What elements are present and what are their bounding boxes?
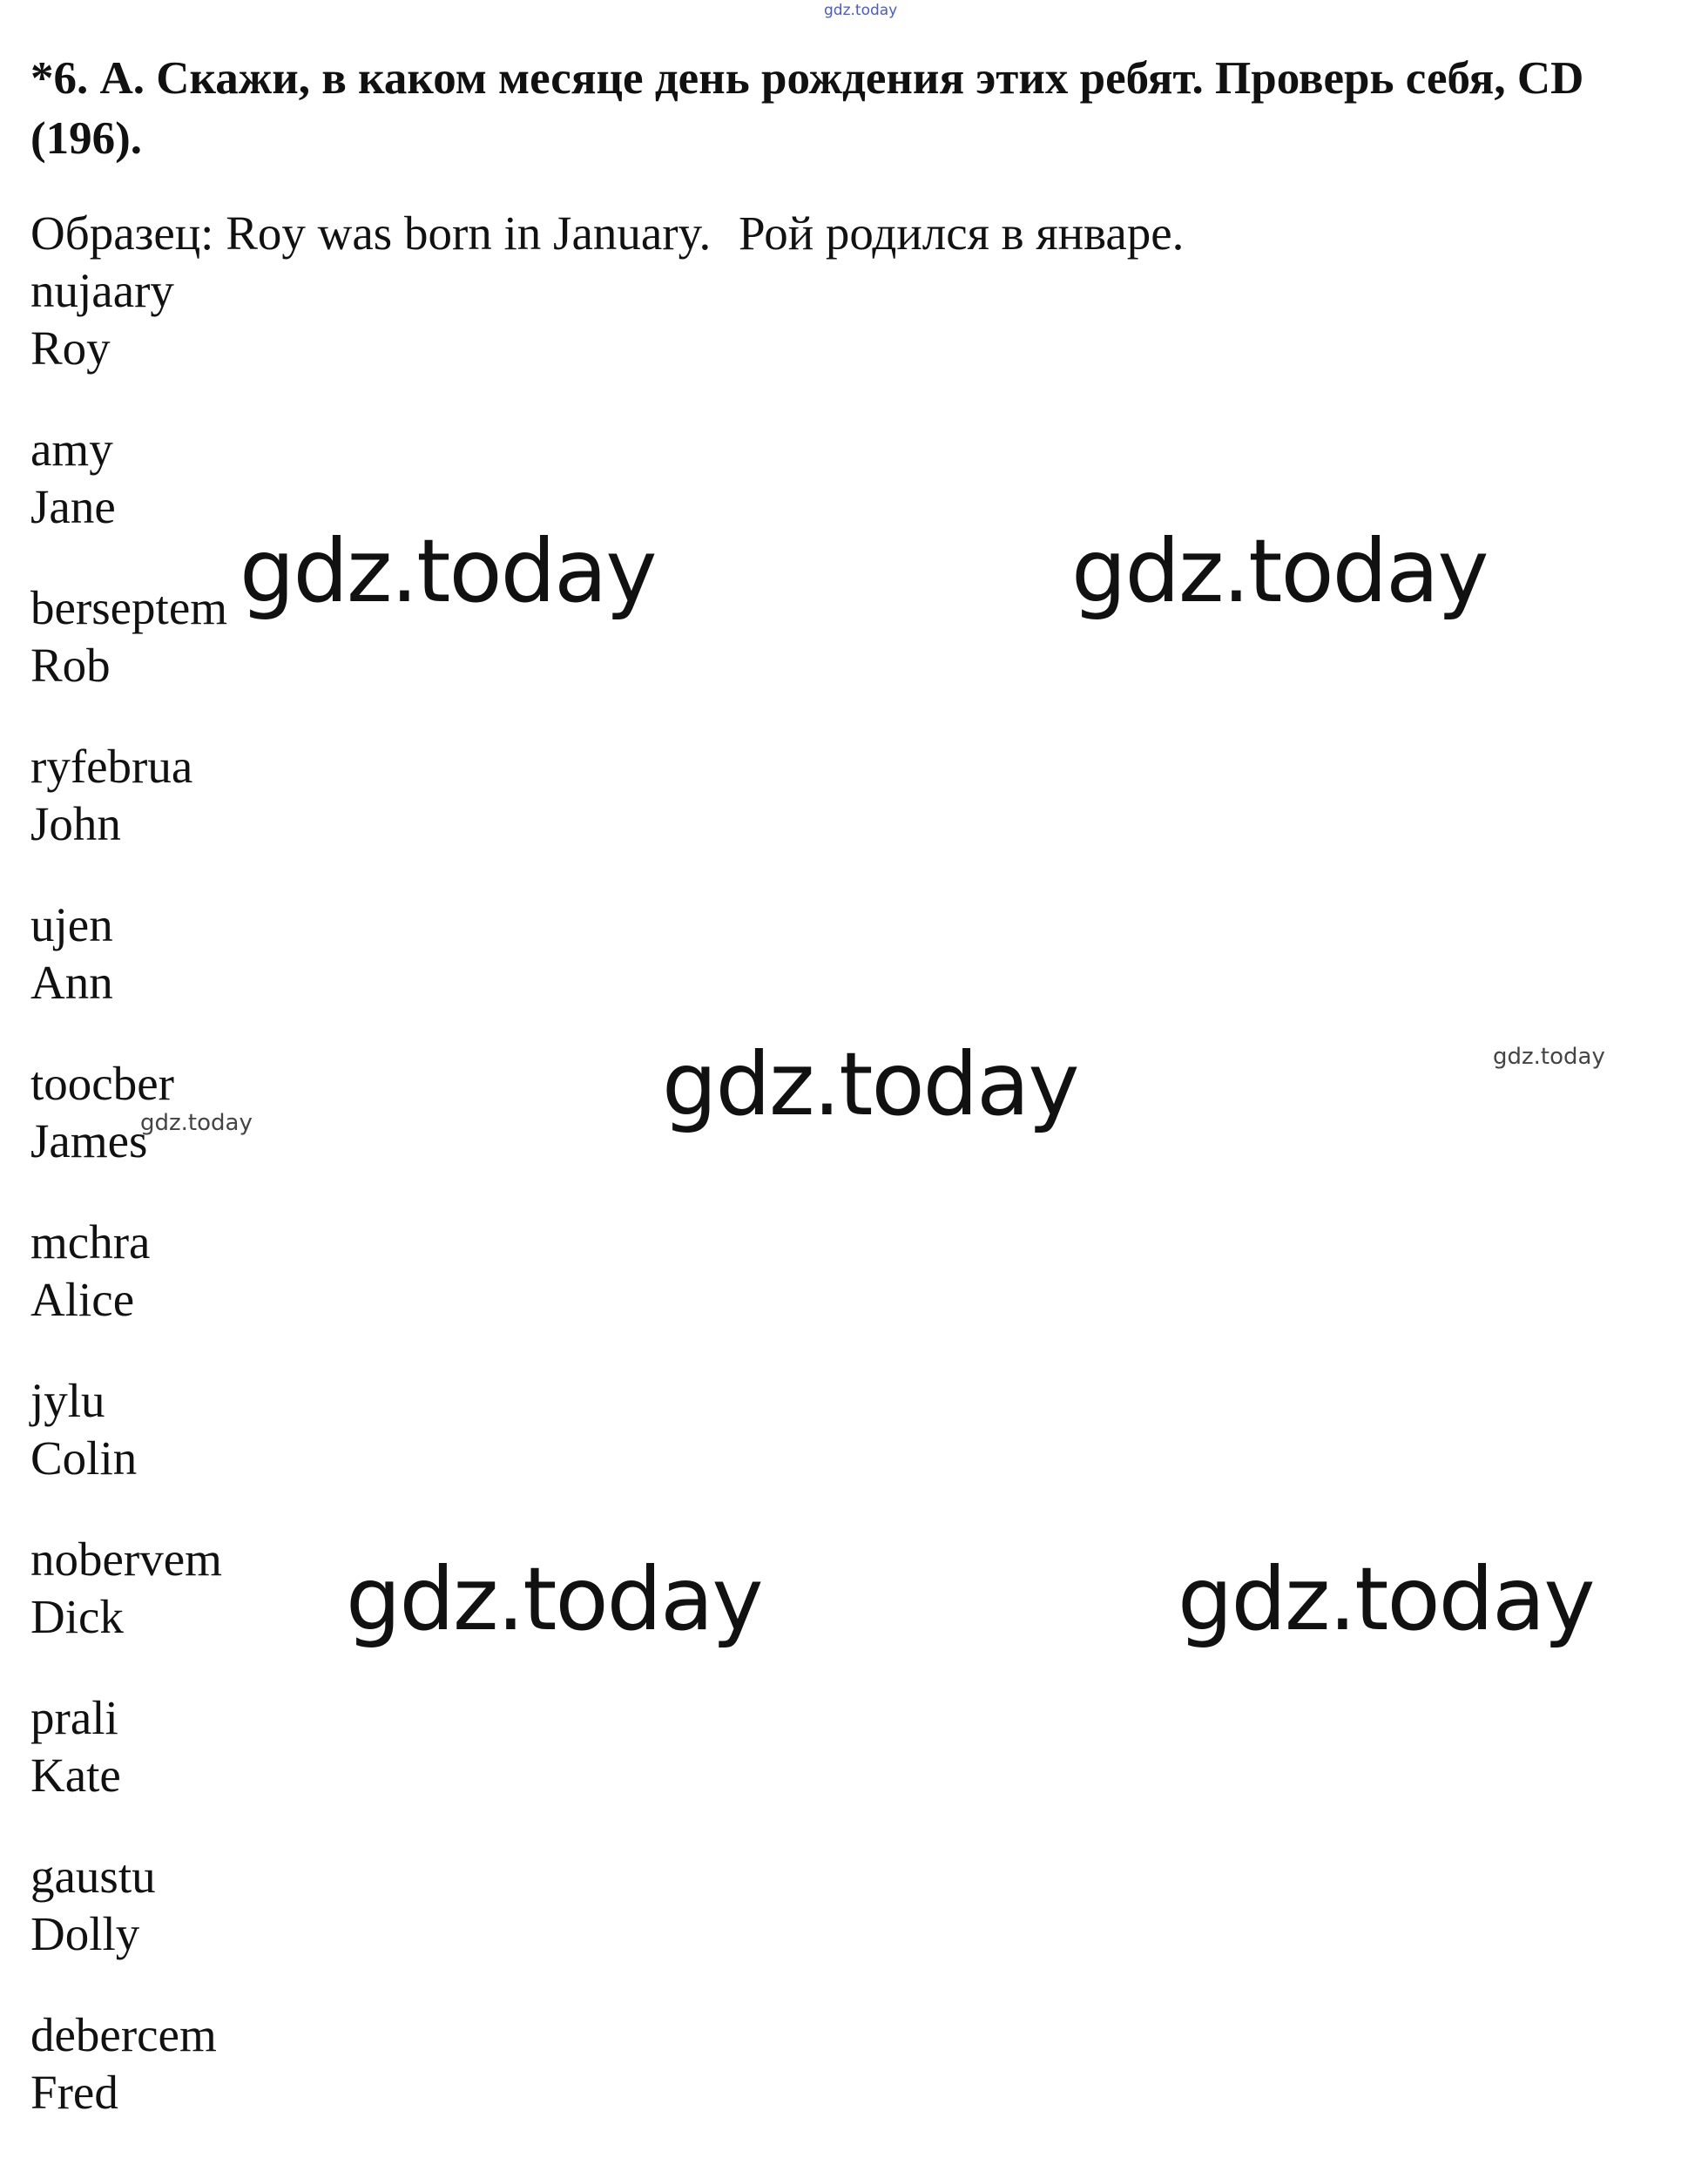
list-item bbox=[30, 2006, 553, 2165]
scrambled-month: debercem bbox=[30, 2008, 217, 2061]
list-item bbox=[30, 738, 553, 896]
watermark: gdz.today bbox=[1493, 1044, 1605, 1070]
exercise-title: *6. А. Скажи, в каком месяце день рождения этих ребят. Проверь себя, CD (196). bbox=[30, 53, 1584, 164]
watermark: gdz.today bbox=[240, 520, 656, 622]
sample-line bbox=[30, 205, 1184, 262]
watermark: gdz.today bbox=[662, 1033, 1078, 1135]
child-name: Alice bbox=[30, 1273, 135, 1326]
list-item bbox=[30, 1055, 553, 1214]
list-item bbox=[30, 1848, 553, 2006]
sample-russian: Рой родился в январе. bbox=[739, 206, 1185, 260]
list-item bbox=[30, 1372, 553, 1531]
scrambled-month: mchra bbox=[30, 1215, 151, 1269]
list-item bbox=[30, 896, 553, 1055]
watermark: gdz.today bbox=[346, 1548, 762, 1650]
scrambled-month: amy bbox=[30, 423, 113, 476]
list-item bbox=[30, 1689, 553, 1848]
child-name: Roy bbox=[30, 321, 111, 375]
child-name: Dolly bbox=[30, 1907, 140, 1960]
scrambled-month: toocber bbox=[30, 1057, 174, 1110]
top-watermark: gdz.today bbox=[824, 2, 898, 19]
child-name: James bbox=[30, 1114, 148, 1167]
watermark: gdz.today bbox=[140, 1110, 253, 1136]
child-name: Rob bbox=[30, 639, 111, 692]
child-name: Jane bbox=[30, 480, 116, 533]
watermark: gdz.today bbox=[1178, 1548, 1594, 1650]
scrambled-month: gaustu bbox=[30, 1850, 156, 1903]
sample-english: Roy was born in January. bbox=[226, 206, 712, 260]
scrambled-month: berseptem bbox=[30, 581, 228, 634]
scrambled-month: jylu bbox=[30, 1374, 105, 1427]
scrambled-month: nobervem bbox=[30, 1532, 222, 1586]
sample-label: Образец: bbox=[30, 206, 214, 260]
child-name: Dick bbox=[30, 1590, 124, 1643]
watermark: gdz.today bbox=[1071, 520, 1488, 622]
child-name: Colin bbox=[30, 1431, 138, 1485]
child-name: Fred bbox=[30, 2066, 118, 2119]
scrambled-month: nujaary bbox=[30, 264, 174, 317]
scrambled-month: ryfebrua bbox=[30, 740, 193, 793]
scrambled-month: ujen bbox=[30, 898, 113, 951]
child-name: John bbox=[30, 797, 121, 850]
child-name: Ann bbox=[30, 956, 113, 1009]
list-item bbox=[30, 1214, 553, 1372]
scrambled-month: prali bbox=[30, 1691, 118, 1744]
child-name: Kate bbox=[30, 1749, 121, 1802]
list-item bbox=[30, 262, 553, 421]
